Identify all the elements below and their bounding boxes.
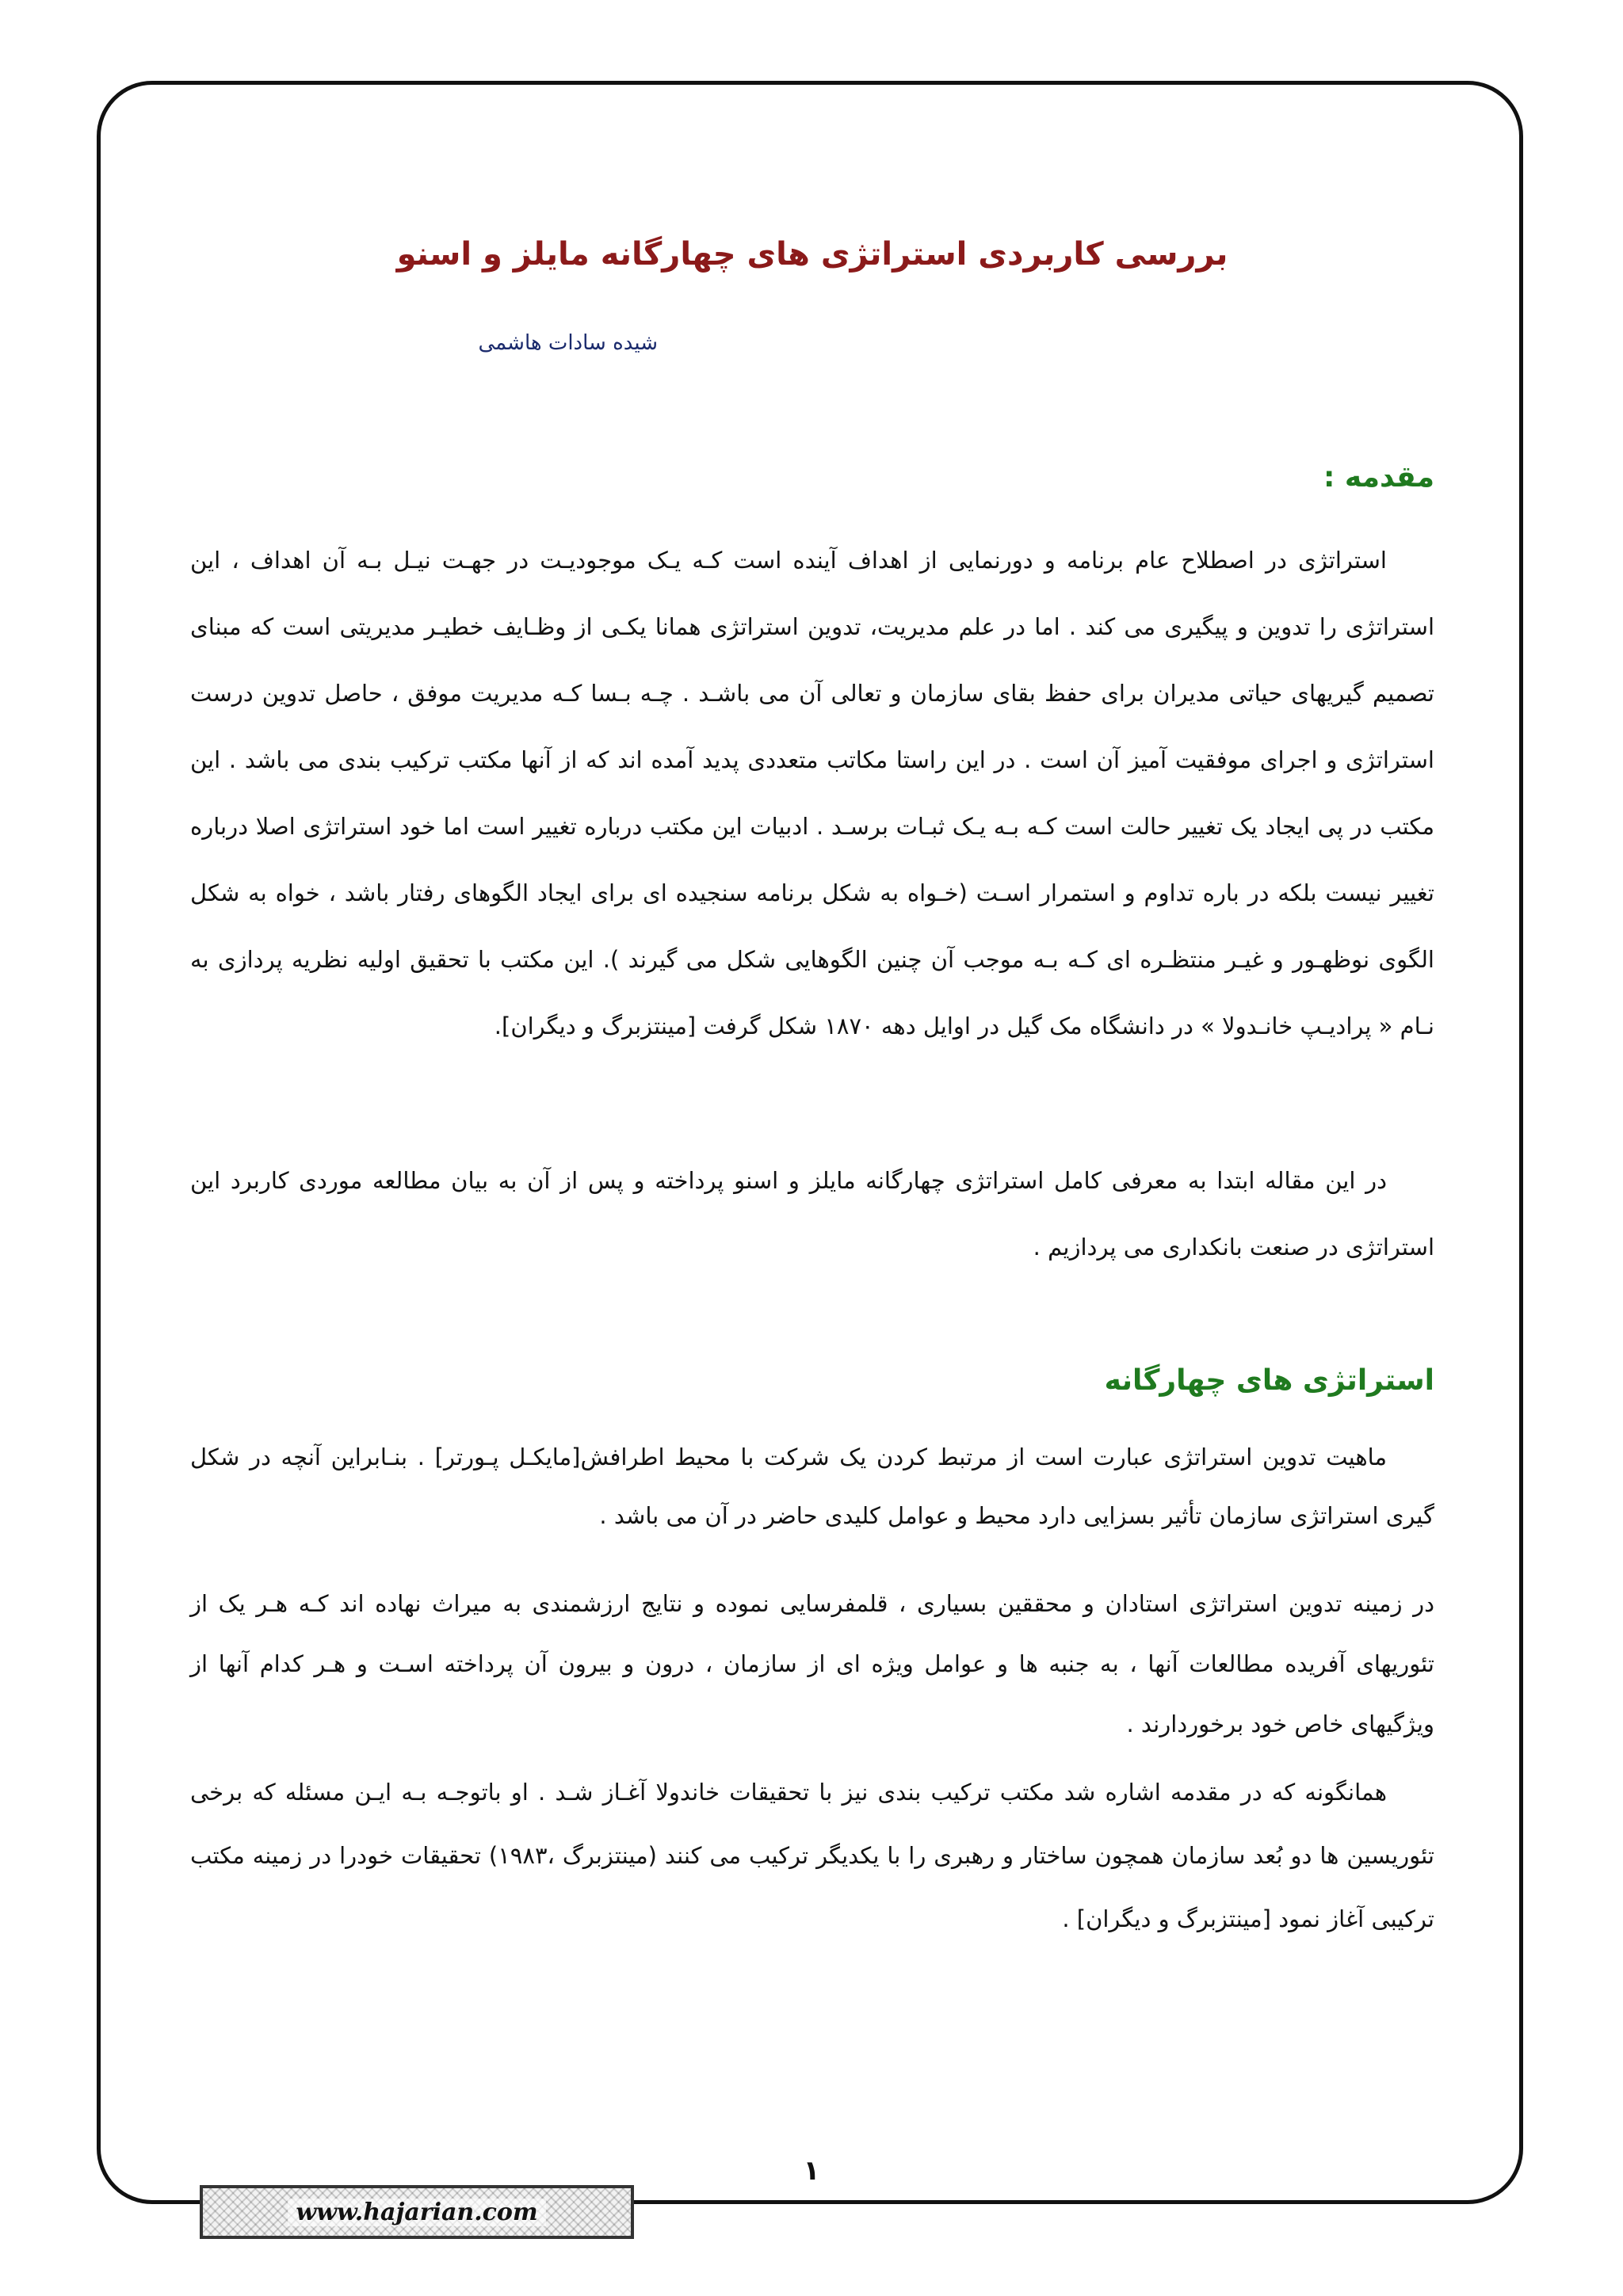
intro-paragraph: استراتژی در اصطلاح عام برنامه و دورنمایی از اهداف آینده است کـه یـک موجودیـت در جهـت نیـل بـه آن اهداف ، این استراتژی را تدوین و پیگیری می کند . اما در علم مدیریت، تدوین استراتژی همانا یکـی از وظـایف خطیـر مدیریتی است که مبنای تصمیم گیریهای حیاتی مدیران برای حفظ بقای سازمان و تعالی آن می باشـد . چـه بـسا کـه مدیریت موفق ، حاصل تدوین درست استراتژی و اجرای موفقیت آمیز آن است . در این راستا مکاتب متعددی پدید آمده اند که از آنها مکتب ترکیب بندی می باشد . این مکتب در پی ایجاد یک تغییر حالت است کـه بـه یـک ثبـات برسـد . ادبیات این مکتب درباره تغییر است اما خود استراتژی اصلا درباره تغییر نیست بلکه در باره تداوم و استمرار اسـت (خـواه به شکل برنامه سنجیده ای برای ایجاد الگوهای رفتار باشد ، خواه به شکل الگوی نوظهـور و غیـر منتظـره ای کـه بـه موجب آن چنین الگوهایی شکل می گیرند ). این مکتب با تحقیق اولیه نظریه پردازی به نـام « پرادیـپ خانـدولا » در دانشگاه مک گیل در اوایل دهه ۱۸۷۰ شکل گرفت [مینتزبرگ و دیگران]. <box>190 547 1434 1039</box>
section-heading-introduction: مقدمه : <box>1323 461 1434 494</box>
document-title: بررسی کاربردی استراتژی های چهارگانه مایلز و اسنو <box>396 236 1228 273</box>
strategies-paragraph: همانگونه که در مقدمه اشاره شد مکتب ترکیب بندی نیز با تحقیقات خاندولا آغـاز شـد . او باتوجـه بـه ایـن مسئله که برخی تئوریسین ها دو بُعد سازمان همچون ساختار و رهبری را با یکدیگر ترکیب می کنند (مینتزبرگ ،۱۹۸۳) تحقیقات خودرا در زمینه مکتب ترکیبی آغاز نمود [مینتزبرگ و دیگران] . <box>190 1779 1434 1932</box>
footer-website-box <box>200 2185 634 2239</box>
page-number: ۱ <box>803 2155 820 2187</box>
strategies-paragraph: در زمینه تدوین استراتژی استادان و محققین بسیاری ، قلمفرسایی نموده و نتایج ارزشمندی به میراث نهاده اند کـه هـر یک از تئوریهای آفریده مطالعات آنها ، به جنبه ها و عوامل ویژه ای از سازمان ، درون و بیرون آن پرداخته اسـت و هـر کدام آنها از ویژگیهای خاص خود برخوردارند . <box>190 1590 1434 1737</box>
author-name: شیده سادات هاشمی <box>478 331 658 355</box>
section-heading-four-strategies: استراتژی های چهارگانه <box>1104 1364 1434 1397</box>
intro-paragraph: در این مقاله ابتدا به معرفی کامل استراتژی چهارگانه مایلز و اسنو پرداخته و پس از آن به بیان مطالعه موردی کاربرد این استراتژی در صنعت بانکداری می پردازیم . <box>190 1167 1434 1261</box>
footer-website-url[interactable]: www.hajarian.com <box>288 2199 545 2226</box>
strategies-paragraph: ماهیت تدوین استراتژی عبارت است از مرتبط کردن یک شرکت با محیط اطرافش[مایکـل پـورتر] . بنـابراین آنچه در شکل گیری استراتژی سازمان تأثیر بسزایی دارد محیط و عوامل کلیدی حاضر در آن می باشد . <box>190 1444 1434 1529</box>
